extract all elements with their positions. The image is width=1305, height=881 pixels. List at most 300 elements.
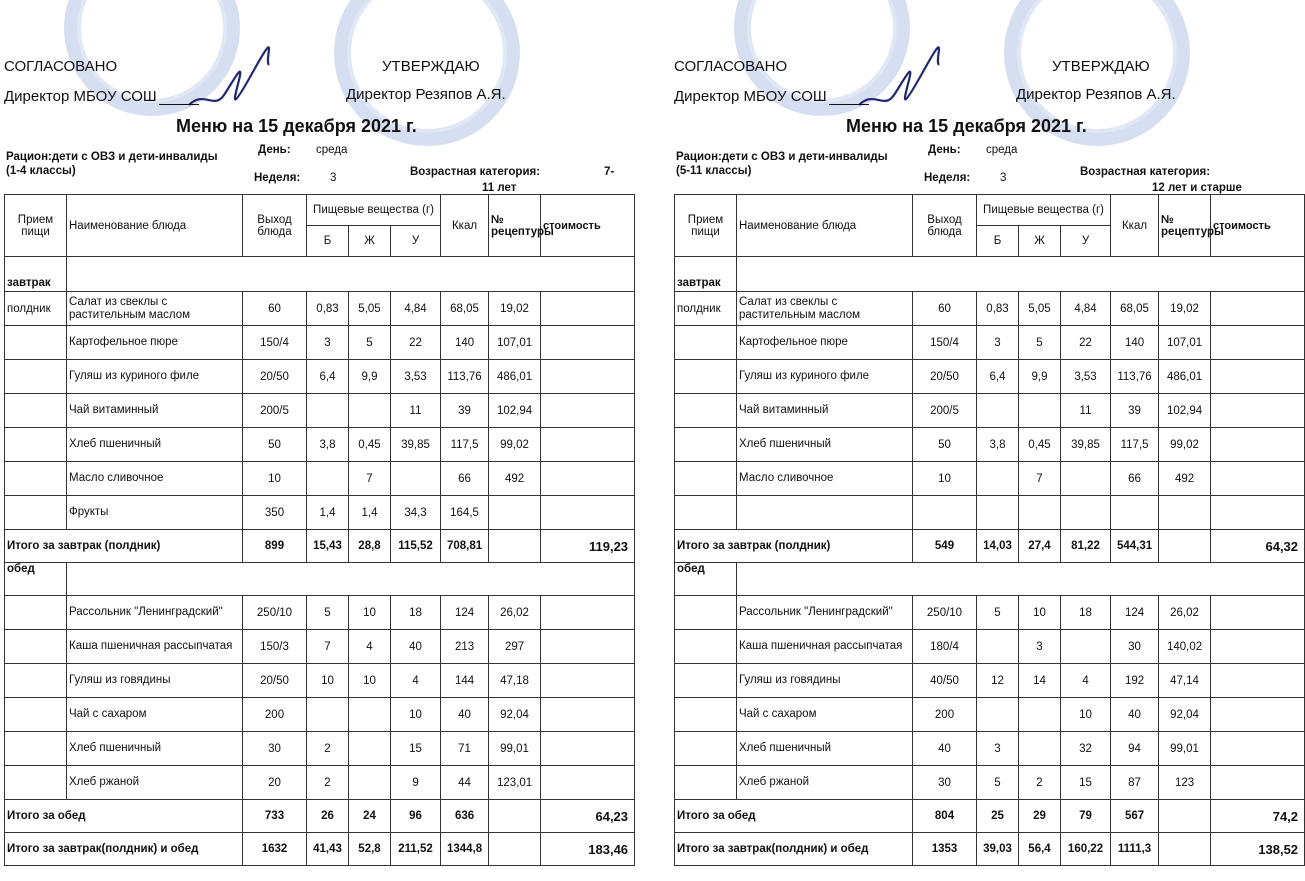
dish-b: 7 [307,630,349,664]
dish-b: 1,4 [307,496,349,530]
dish-zh: 3 [1019,630,1061,664]
dish-b: 5 [307,596,349,630]
section-breakfast-spacer [67,257,635,292]
lunch-total-row-b: 26 [307,800,349,833]
breakfast-total-row-yield: 899 [243,530,307,563]
dish-kcal: 39 [441,394,489,428]
dish-b: 3 [977,326,1019,360]
dish-zh [1019,496,1061,530]
dish-b: 2 [307,766,349,800]
dish-cost [541,698,635,732]
dish-zh: 5 [1019,326,1061,360]
lunch-total-row-kcal: 636 [441,800,489,833]
menu-page-left [4,0,634,881]
week-label: Неделя: [254,172,301,184]
table-row [5,428,635,462]
dish-recipe: 492 [489,462,541,496]
section-breakfast-label: завтрак [5,257,67,292]
dish-u: 18 [1061,596,1111,630]
dish-yield: 20/50 [243,664,307,698]
dish-name: Масло сливочное [67,462,243,496]
lunch-total-row-cost: 74,2 [1211,800,1305,833]
dish-name: Гуляш из говядины [67,664,243,698]
dish-cost [1211,394,1305,428]
dish-b [977,462,1019,496]
table-row [675,766,1305,800]
table-row [675,732,1305,766]
dish-cost [541,766,635,800]
dish-recipe [1159,496,1211,530]
dish-u: 4,84 [1061,292,1111,326]
signature-left [854,50,944,120]
dish-name: Чай с сахаром [67,698,243,732]
dish-recipe: 486,01 [489,360,541,394]
section-lunch-label: обед [675,563,737,596]
dish-recipe: 47,14 [1159,664,1211,698]
dish-zh [1019,732,1061,766]
dish-kcal: 192 [1111,664,1159,698]
dish-kcal: 113,76 [441,360,489,394]
dish-kcal: 68,05 [1111,292,1159,326]
meal-cell [675,360,737,394]
dish-zh: 2 [1019,766,1061,800]
dish-u [391,462,441,496]
header-b: Б [307,226,349,257]
dish-zh [1019,698,1061,732]
dish-cost [541,428,635,462]
dish-recipe: 102,94 [489,394,541,428]
dish-cost [541,360,635,394]
dish-kcal [1111,496,1159,530]
dish-yield: 250/10 [913,596,977,630]
breakfast-total-row-recipe [1159,530,1211,563]
grand-total-row-b: 39,03 [977,833,1019,866]
dish-name: Салат из свеклы с растительным маслом [737,292,913,326]
dish-yield: 50 [243,428,307,462]
section-lunch-spacer [737,563,1305,596]
grand-total-row-yield: 1632 [243,833,307,866]
grand-total-row-u: 160,22 [1061,833,1111,866]
table-row [675,664,1305,698]
meal-cell [675,394,737,428]
dish-cost [541,732,635,766]
dish-yield: 20 [243,766,307,800]
dish-recipe: 92,04 [1159,698,1211,732]
dish-cost [541,326,635,360]
meal-cell: полдник [5,292,67,326]
director-left [4,88,199,105]
meal-cell [675,664,737,698]
dish-b: 0,83 [307,292,349,326]
table-row [5,596,635,630]
dish-u: 4 [391,664,441,698]
dish-u: 10 [391,698,441,732]
header-u: У [391,226,441,257]
confirm-label: УТВЕРЖДАЮ [382,58,480,75]
dish-kcal: 124 [1111,596,1159,630]
dish-u: 3,53 [391,360,441,394]
header-b: Б [977,226,1019,257]
ration-label: Рацион:дети с ОВЗ и дети-инвалиды (1-4 классы) [6,151,218,177]
dish-zh: 5,05 [1019,292,1061,326]
confirm-label: УТВЕРЖДАЮ [1052,58,1150,75]
grand-total-row [5,833,635,866]
week-value: 3 [1000,172,1007,184]
dish-zh [349,698,391,732]
dish-yield: 50 [913,428,977,462]
dish-u: 22 [1061,326,1111,360]
dish-u [1061,496,1111,530]
dish-yield: 200/5 [243,394,307,428]
section-row-breakfast [675,257,1305,292]
table-row [5,630,635,664]
dish-b: 0,83 [977,292,1019,326]
dish-zh: 1,4 [349,496,391,530]
dish-b: 2 [307,732,349,766]
dish-cost [1211,630,1305,664]
dish-name: Гуляш из говядины [737,664,913,698]
dish-zh: 0,45 [349,428,391,462]
dish-zh [1019,394,1061,428]
dish-cost [1211,360,1305,394]
grand-total-row-cost: 183,46 [541,833,635,866]
meal-cell [5,698,67,732]
dish-u: 39,85 [1061,428,1111,462]
breakfast-total-row-b: 14,03 [977,530,1019,563]
section-breakfast-spacer [737,257,1305,292]
table-row [5,326,635,360]
header-yield: Выход блюда [243,195,307,257]
dish-cost [1211,496,1305,530]
dish-recipe: 123 [1159,766,1211,800]
dish-b: 3 [977,732,1019,766]
dish-recipe: 47,18 [489,664,541,698]
dish-yield: 150/4 [243,326,307,360]
dish-name: Хлеб пшеничный [67,732,243,766]
signature-line [829,104,869,105]
dish-zh: 9,9 [1019,360,1061,394]
table-row [675,630,1305,664]
dish-kcal: 39 [1111,394,1159,428]
dish-kcal: 117,5 [1111,428,1159,462]
dish-u: 4,84 [391,292,441,326]
dish-b [307,394,349,428]
dish-yield: 200/5 [913,394,977,428]
dish-u: 15 [1061,766,1111,800]
header-u: У [1061,226,1111,257]
table-row [675,326,1305,360]
header-kcal: Ккал [1111,195,1159,257]
day-label: День: [928,144,961,156]
dish-kcal: 30 [1111,630,1159,664]
header-nutrients: Пищевые вещества (г) [307,195,441,226]
dish-b: 5 [977,766,1019,800]
breakfast-total-row-kcal: 708,81 [441,530,489,563]
dish-name: Фрукты [67,496,243,530]
breakfast-total-row-u: 115,52 [391,530,441,563]
dish-b: 3 [307,326,349,360]
breakfast-total-row-zh: 27,4 [1019,530,1061,563]
lunch-total-row-yield: 733 [243,800,307,833]
lunch-total-row [675,800,1305,833]
meal-cell [675,428,737,462]
dish-cost [1211,326,1305,360]
director-left [674,88,869,105]
dish-name: Рассольник "Ленинградский" [737,596,913,630]
grand-total-row-b: 41,43 [307,833,349,866]
director-left-text: Директор МБОУ СОШ [674,88,827,105]
dish-kcal: 68,05 [441,292,489,326]
dish-zh: 14 [1019,664,1061,698]
meal-cell [5,596,67,630]
dish-recipe [489,496,541,530]
breakfast-total-row-u: 81,22 [1061,530,1111,563]
dish-recipe: 123,01 [489,766,541,800]
director-right: Директор Резяпов А.Я. [1016,86,1176,103]
dish-u [1061,630,1111,664]
table-row [5,292,635,326]
ration-label: Рацион:дети с ОВЗ и дети-инвалиды (5-11 классы) [676,151,888,177]
header-zh: Ж [349,226,391,257]
dish-cost [1211,698,1305,732]
dish-u: 3,53 [1061,360,1111,394]
dish-b: 10 [307,664,349,698]
dish-recipe: 26,02 [1159,596,1211,630]
dish-zh: 10 [349,596,391,630]
dish-yield: 200 [243,698,307,732]
dish-cost [541,496,635,530]
approved-label: СОГЛАСОВАНО [674,58,788,75]
dish-u: 39,85 [391,428,441,462]
dish-cost [1211,732,1305,766]
age-value: 11 лет [482,182,517,194]
dish-zh: 5 [349,326,391,360]
meal-cell [675,462,737,496]
dish-u: 15 [391,732,441,766]
menu-table [674,194,1305,866]
section-lunch-spacer [67,563,635,596]
dish-b: 6,4 [307,360,349,394]
dish-kcal: 40 [1111,698,1159,732]
meal-cell [675,698,737,732]
dish-yield: 150/3 [243,630,307,664]
table-row [5,496,635,530]
header-cost: стоимость [541,195,635,257]
section-row-breakfast [5,257,635,292]
dish-yield: 40/50 [913,664,977,698]
header-dish: Наименование блюда [67,195,243,257]
lunch-total-row-u: 96 [391,800,441,833]
dish-b: 3,8 [307,428,349,462]
dish-cost [541,630,635,664]
dish-yield: 180/4 [913,630,977,664]
dish-u: 22 [391,326,441,360]
dish-yield: 200 [913,698,977,732]
dish-u: 18 [391,596,441,630]
dish-yield: 60 [243,292,307,326]
dish-cost [541,462,635,496]
dish-recipe: 102,94 [1159,394,1211,428]
dish-u: 34,3 [391,496,441,530]
dish-b [307,698,349,732]
lunch-total-row-recipe [1159,800,1211,833]
grand-total-row-kcal: 1111,3 [1111,833,1159,866]
meal-cell [5,766,67,800]
dish-recipe: 140,02 [1159,630,1211,664]
table-row [675,360,1305,394]
lunch-total-row-kcal: 567 [1111,800,1159,833]
breakfast-total-row-b: 15,43 [307,530,349,563]
table-row [675,698,1305,732]
header-row [5,195,635,226]
table-row [675,394,1305,428]
dish-u: 32 [1061,732,1111,766]
lunch-total-row-zh: 29 [1019,800,1061,833]
dish-kcal: 164,5 [441,496,489,530]
menu-page-right [674,0,1304,881]
dish-yield: 250/10 [243,596,307,630]
dish-yield: 20/50 [913,360,977,394]
dish-recipe: 99,02 [1159,428,1211,462]
dish-kcal: 87 [1111,766,1159,800]
dish-name: Чай с сахаром [737,698,913,732]
table-row [5,394,635,428]
breakfast-total-row-cost: 64,32 [1211,530,1305,563]
dish-b: 3,8 [977,428,1019,462]
grand-total-row-recipe [489,833,541,866]
dish-zh: 7 [349,462,391,496]
header-nutrients: Пищевые вещества (г) [977,195,1111,226]
dish-name: Чай витаминный [737,394,913,428]
dish-recipe: 99,02 [489,428,541,462]
dish-u: 11 [1061,394,1111,428]
dish-cost [541,664,635,698]
meal-cell [5,630,67,664]
breakfast-total-row [5,530,635,563]
dish-u: 4 [1061,664,1111,698]
dish-name: Гуляш из куриного филе [67,360,243,394]
dish-yield: 30 [243,732,307,766]
dish-name: Хлеб пшеничный [67,428,243,462]
meal-cell [675,732,737,766]
dish-kcal: 71 [441,732,489,766]
dish-name: Картофельное пюре [737,326,913,360]
breakfast-total-row-label: Итого за завтрак (полдник) [5,530,243,563]
header-cost: стоимость [1211,195,1305,257]
dish-cost [1211,664,1305,698]
table-row [5,664,635,698]
dish-name: Хлеб пшеничный [737,428,913,462]
meal-cell [5,462,67,496]
grand-total-row-u: 211,52 [391,833,441,866]
lunch-total-row-yield: 804 [913,800,977,833]
dish-name: Гуляш из куриного филе [737,360,913,394]
dish-yield: 40 [913,732,977,766]
meal-cell [675,596,737,630]
lunch-total-row-recipe [489,800,541,833]
dish-b: 5 [977,596,1019,630]
lunch-total-row-label: Итого за обед [675,800,913,833]
grand-total-row-kcal: 1344,8 [441,833,489,866]
director-left-text: Директор МБОУ СОШ [4,88,157,105]
meal-cell [5,360,67,394]
dish-zh [349,732,391,766]
table-row [5,732,635,766]
dish-kcal: 66 [441,462,489,496]
age-prefix: 7- [604,166,615,178]
dish-yield: 10 [243,462,307,496]
director-right: Директор Резяпов А.Я. [346,86,506,103]
dish-recipe: 297 [489,630,541,664]
table-row [675,292,1305,326]
dish-zh: 10 [349,664,391,698]
dish-zh [349,394,391,428]
dish-b: 12 [977,664,1019,698]
signature-left [184,50,274,120]
dish-recipe: 99,01 [489,732,541,766]
header-row [675,195,1305,226]
dish-yield: 350 [243,496,307,530]
grand-total-row-recipe [1159,833,1211,866]
meal-cell [5,732,67,766]
header-recipe: № рецептуры [1159,195,1211,257]
lunch-total-row-cost: 64,23 [541,800,635,833]
meal-cell [675,766,737,800]
dish-recipe: 92,04 [489,698,541,732]
dish-zh: 4 [349,630,391,664]
breakfast-total-row [675,530,1305,563]
menu-title: Меню на 15 декабря 2021 г. [846,116,1087,136]
dish-kcal: 40 [441,698,489,732]
header-zh: Ж [1019,226,1061,257]
dish-recipe: 492 [1159,462,1211,496]
section-row-lunch [675,563,1305,596]
meal-cell [5,496,67,530]
dish-kcal: 94 [1111,732,1159,766]
dish-zh: 9,9 [349,360,391,394]
table-row [5,462,635,496]
dish-yield: 30 [913,766,977,800]
dish-cost [541,394,635,428]
dish-name: Каша пшеничная рассыпчатая [67,630,243,664]
dish-yield: 150/4 [913,326,977,360]
dish-cost [1211,292,1305,326]
header-yield: Выход блюда [913,195,977,257]
meal-cell [675,326,737,360]
dish-kcal: 66 [1111,462,1159,496]
dish-cost [1211,596,1305,630]
section-row-lunch [5,563,635,596]
meal-cell [5,428,67,462]
dish-b: 6,4 [977,360,1019,394]
dish-kcal: 213 [441,630,489,664]
dish-recipe: 107,01 [489,326,541,360]
table-row [675,496,1305,530]
grand-total-row-zh: 56,4 [1019,833,1061,866]
dish-yield: 60 [913,292,977,326]
header-meal: Прием пищи [5,195,67,257]
dish-zh: 0,45 [1019,428,1061,462]
approved-label: СОГЛАСОВАНО [4,58,118,75]
lunch-total-row-label: Итого за обед [5,800,243,833]
grand-total-row-label: Итого за завтрак(полдник) и обед [675,833,913,866]
dish-cost [541,596,635,630]
week-label: Неделя: [924,172,971,184]
menu-title: Меню на 15 декабря 2021 г. [176,116,417,136]
table-row [5,360,635,394]
day-label: День: [258,144,291,156]
dish-yield [913,496,977,530]
